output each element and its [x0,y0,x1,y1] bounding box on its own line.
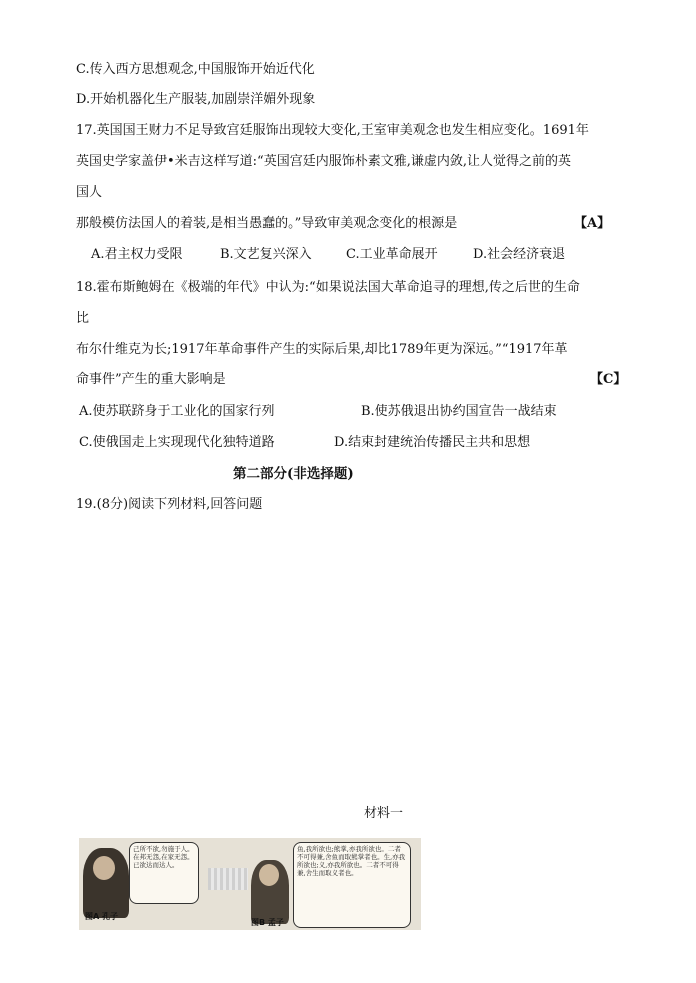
q17-stem-line2: 英国史学家盖伊•米吉这样写道:“英国宫廷内服饰朴素文雅,谦虚内敛,让人觉得之前的英 [76,154,571,169]
part2-heading: 第二部分(非选择题) [233,466,354,482]
q18-option-c: C.使俄国走上实现现代化独特道路 [79,435,275,450]
figure-a-caption: 图A 孔子 [85,912,118,921]
q18-answer: 【C】 [590,372,627,387]
q18-option-a: A.使苏联跻身于工业化的国家行列 [79,404,275,419]
q16-option-d: D.开始机器化生产服装,加剧崇洋媚外现象 [76,92,316,107]
q17-option-b: B.文艺复兴深入 [220,247,312,262]
q18-stem-line1: 18.霍布斯鲍姆在《极端的年代》中认为:“如果说法国大革命追寻的理想,传之后世的生命 [76,280,580,295]
q18-option-d: D.结束封建统治传播民主共和思想 [334,435,531,450]
figure-b-caption: 图B 孟子 [251,918,284,927]
confucius-face [93,856,115,880]
redacted-watermark [208,868,248,890]
material1-label: 材料一 [364,806,404,821]
q17-answer: 【A】 [574,216,611,231]
speech-bubble-a: 己所不欲,勿施于人。在邦无怨,在家无怨。已欲达而达人。 [129,842,199,904]
q17-stem-line1: 17.英国国王财力不足导致宫廷服饰出现较大变化,王室审美观念也发生相应变化。1691年 [76,123,589,138]
q17-option-d: D.社会经济衰退 [473,247,566,262]
q17-option-c: C.工业革命展开 [346,247,438,262]
q17-stem-line3: 国人 [76,185,103,200]
q17-stem-line4: 那般模仿法国人的着装,是相当愚蠢的。”导致审美观念变化的根源是 [76,216,458,231]
q18-option-b: B.使苏俄退出协约国宣告一战结束 [361,404,557,419]
q16-option-c: C.传入西方思想观念,中国服饰开始近代化 [76,62,315,77]
q18-stem-line3: 布尔什维克为长;1917年革命事件产生的实际后果,却比1789年更为深远。”“1917年革 [76,342,568,357]
q19-stem-line1: 19.(8分)阅读下列材料,回答问题 [76,497,263,512]
material1-cartoon-image [79,838,421,930]
q17-option-a: A.君主权力受限 [91,247,183,262]
speech-bubble-b: 鱼,我所欲也;熊掌,亦我所欲也。二者不可得兼,舍鱼而取熊掌者也。生,亦我所欲也;义,亦我所欲也。二者不可得兼,舍生而取义者也。 [293,842,411,928]
mencius-face [259,864,279,886]
q18-stem-line2: 比 [76,311,90,326]
q18-stem-line4: 命事件”产生的重大影响是 [76,372,226,387]
